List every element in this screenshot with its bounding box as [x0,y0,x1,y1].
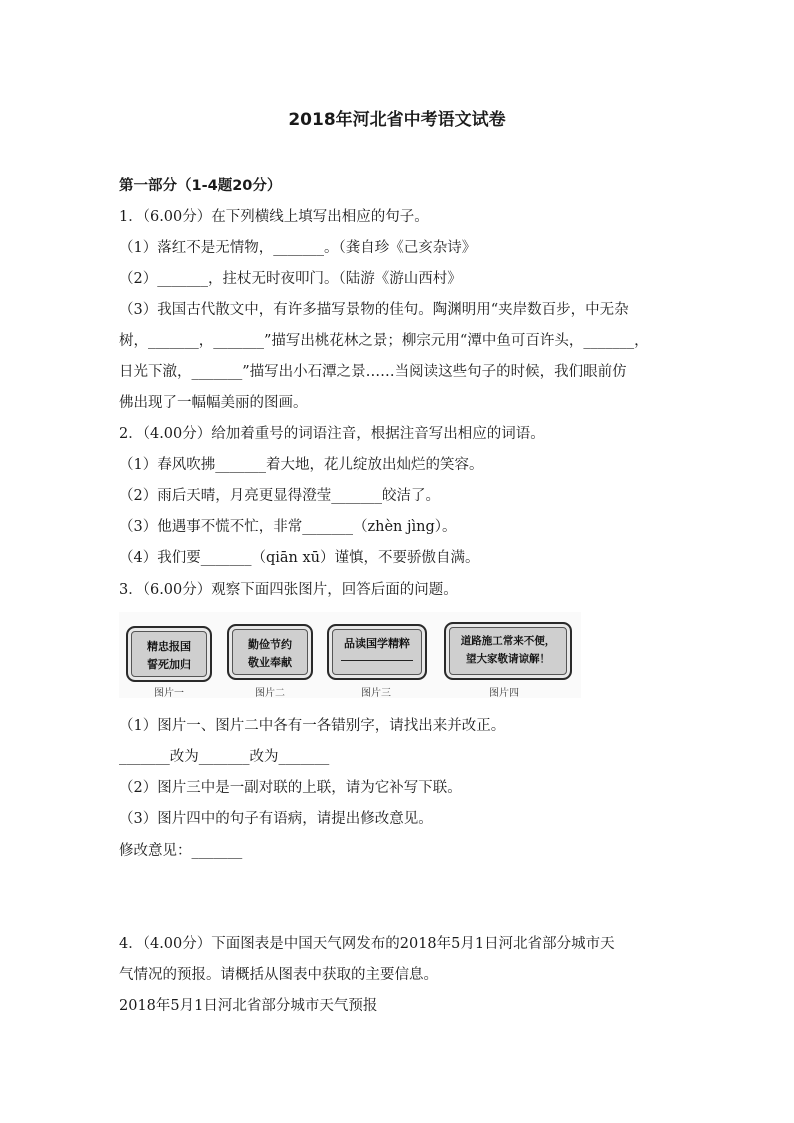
picture-one-sign [126,626,212,682]
question-2-3: （3）他遇事不慌不忙，非常_______（zhèn jìng）。 [119,519,457,535]
question-1-1: （1）落红不是无情物，_______。（龚自珍《己亥杂诗》 [119,240,477,256]
picture-four-text-1: 道路施工常来不便， [460,635,556,647]
picture-four-text-2: 望大家敬请谅解！ [466,653,550,665]
picture-two-text-2: 敬业奉献 [248,656,292,669]
question-2-2: （2）雨后天晴，月亮更显得澄莹_______皎洁了。 [119,488,440,504]
question-1-3-line-1: （3）我国古代散文中，有许多描写景物的佳句。陶渊明用“夹岸数百步，中无杂 [119,302,629,318]
picture-one-caption: 图片一 [154,688,184,699]
question-1-2: （2）_______，拄杖无时夜叩门。（陆游《游山西村》 [119,271,462,287]
picture-two-caption: 图片二 [255,688,285,699]
question-3-2: （2）图片三中是一副对联的上联，请为它补写下联。 [119,780,462,796]
question-3-3-answer: 修改意见：_______ [119,843,243,859]
page-title: 2018年河北省中考语文试卷 [288,110,506,130]
picture-four-sign [444,622,572,680]
question-2: 2．（4.00分）给加着重号的词语注音，根据注音写出相应的词语。 [119,426,545,442]
question-1-3-line-4: 佛出现了一幅幅美丽的图画。 [119,395,308,411]
question-3: 3．（6.00分）观察下面四张图片，回答后面的问题。 [119,582,458,598]
picture-four-caption: 图片四 [489,688,519,699]
question-2-1: （1）春风吹拂_______着大地，花儿绽放出灿烂的笑容。 [119,457,484,473]
picture-one-text-2: 誓死加归 [147,658,191,671]
picture-three-sign [327,624,427,680]
question-2-4: （4）我们要_______（qiān xū）谨慎，不要骄傲自满。 [119,550,480,566]
four-pictures [119,612,581,698]
question-3-1: （1）图片一、图片二中各有一各错别字，请找出来并改正。 [119,718,506,734]
picture-three-caption: 图片三 [361,688,391,699]
question-4-line-2: 气情况的预报。请概括从图表中获取的主要信息。 [119,967,438,983]
picture-two-sign [227,624,313,680]
question-4-chart-caption: 2018年5月1日河北省部分城市天气预报 [119,998,378,1014]
picture-three-blank-line [341,660,413,661]
question-4-line-1: 4．（4.00分）下面图表是中国天气网发布的2018年5月1日河北省部分城市天 [119,936,615,952]
question-1-3-line-2: 树，_______，_______”描写出桃花林之景；柳宗元用“潭中鱼可百许头，_______， [119,333,649,349]
question-3-3: （3）图片四中的句子有语病，请提出修改意见。 [119,811,433,827]
question-1: 1．（6.00分）在下列横线上填写出相应的句子。 [119,209,429,225]
picture-two-text-1: 勤俭节约 [248,638,292,651]
question-3-1-answer: _______改为_______改为_______ [119,749,330,765]
question-1-3-line-3: 日光下澈，_______”描写出小石潭之景……当阅读这些句子的时候，我们眼前仿 [119,364,627,380]
section-heading: 第一部分（1-4题20分） [119,178,282,194]
picture-one-text-1: 精忠报国 [147,640,191,653]
picture-three-text-1: 品读国学精粹 [344,637,410,650]
